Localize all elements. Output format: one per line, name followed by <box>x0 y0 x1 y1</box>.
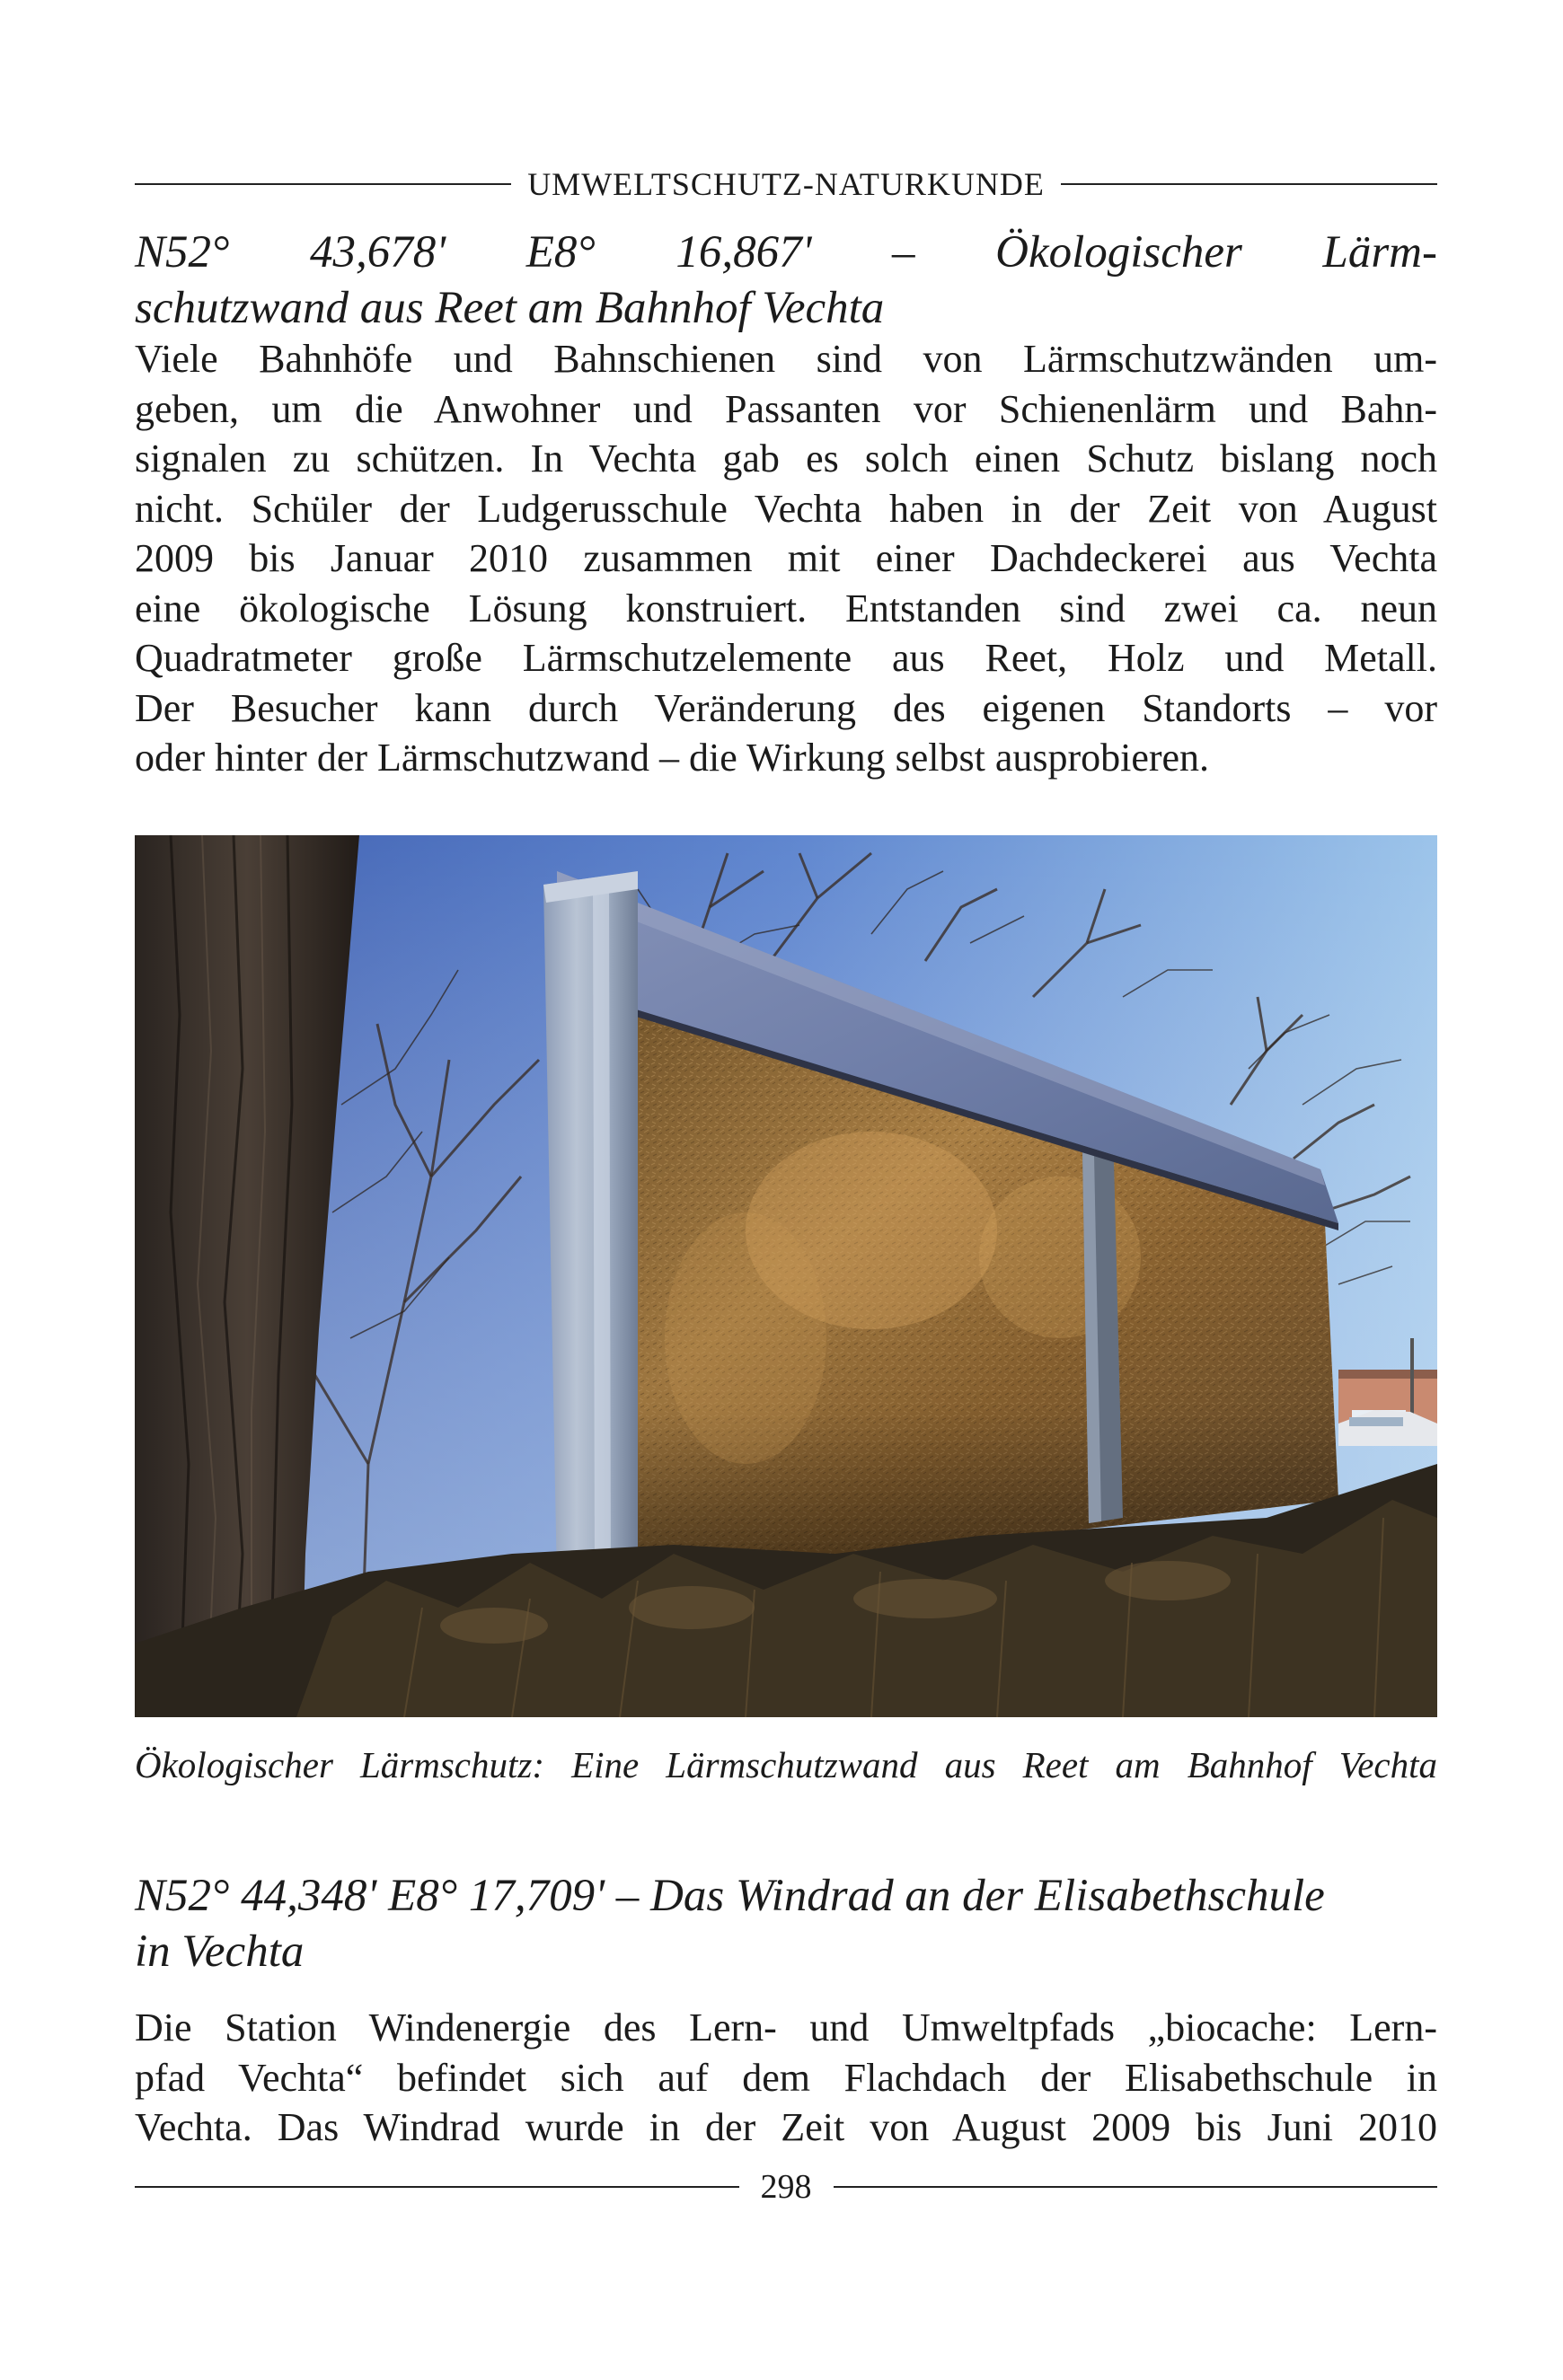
section-body-laermschutz <box>135 334 1437 783</box>
page-number: 298 <box>760 2168 812 2206</box>
section-body-windrad <box>135 2003 1437 2153</box>
photo-caption: Ökologischer Lärmschutz: Eine Lärmschutzwand aus Reet am Bahnhof Vechta <box>135 1744 1437 1785</box>
body-line: eine ökologische Lösung konstruiert. Entstanden sind zwei ca. neun <box>135 586 1437 630</box>
footer-rule-right <box>834 2186 1438 2188</box>
body-line: oder hinter der Lärmschutzwand – die Wirkung selbst ausprobieren. <box>135 736 1210 780</box>
section-title-line: schutzwand aus Reet am Bahnhof Vechta <box>135 283 885 333</box>
book-page <box>135 0 1437 2380</box>
body-line: pfad Vechta“ befindet sich auf dem Flachdach der Elisabethschule in <box>135 2055 1437 2100</box>
body-line: 2009 bis Januar 2010 zusammen mit einer Dachdeckerei aus Vechta <box>135 536 1437 580</box>
body-line: nicht. Schüler der Ludgerusschule Vechta haben in der Zeit von August <box>135 486 1437 531</box>
section-title-laermschutz <box>135 225 1437 336</box>
body-line: Viele Bahnhöfe und Bahnschienen sind von Lärmschutzwänden um- <box>135 337 1437 381</box>
body-line: Vechta. Das Windrad wurde in der Zeit von August 2009 bis Juni 2010 <box>135 2105 1437 2149</box>
body-line: Quadratmeter große Lärmschutzelemente aus Reet, Holz und Metall. <box>135 636 1437 680</box>
body-line: Die Station Windenergie des Lern- und Umweltpfads „biocache: Lern- <box>135 2005 1437 2049</box>
section-title-line: in Vechta <box>135 1926 305 1977</box>
running-header-text: UMWELTSCHUTZ-NATURKUNDE <box>527 166 1045 202</box>
section-title-line: N52° 43,678' E8° 16,867' – Ökologischer Lärm- <box>135 227 1437 278</box>
page-footer <box>135 2164 1437 2209</box>
header-rule-right <box>1061 183 1437 185</box>
header-rule-left <box>135 183 511 185</box>
section-title-line: N52° 44,348' E8° 17,709' – Das Windrad an der Elisabethschule <box>135 1871 1325 1921</box>
body-line: Der Besucher kann durch Veränderung des eigenen Standorts – vor <box>135 685 1437 730</box>
body-line: geben, um die Anwohner und Passanten vor Schienenlärm und Bahn- <box>135 386 1437 431</box>
section-title-windrad <box>135 1868 1437 1979</box>
body-line: signalen zu schützen. In Vechta gab es solch einen Schutz bislang noch <box>135 436 1437 480</box>
footer-rule-left <box>135 2186 739 2188</box>
running-header <box>135 162 1437 207</box>
reed-noise-barrier-photo <box>135 835 1437 1717</box>
